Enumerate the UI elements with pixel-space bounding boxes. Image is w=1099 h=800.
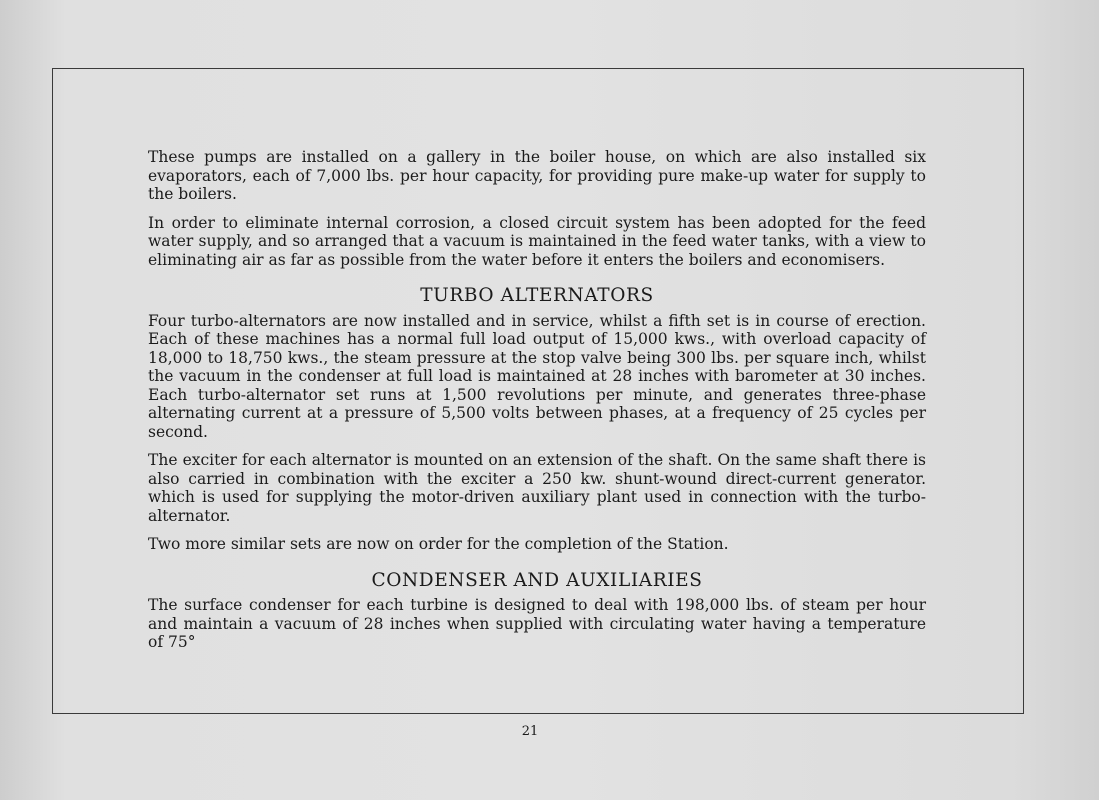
turbo-paragraph-exciter: The exciter for each alternator is mounted on an extension of the shaft. On the same shaft there is also carried in combination with the exciter a 250 kw. shunt-wound direct-current generator. which is used for supplying the motor-driven auxiliary plant used in connection with the turbo-alternator. [148, 451, 926, 525]
intro-paragraph-corrosion: In order to eliminate internal corrosion, a closed circuit system has been adopted for the feed water supply, and so arranged that a vacuum is maintained in the feed water tanks, with a view to eliminating air as far as possible from the water before it enters the boilers and economisers. [148, 213, 926, 269]
page-number: 21 [521, 724, 539, 739]
turbo-paragraph-orders: Two more similar sets are now on order for the completion of the Station. [148, 535, 729, 553]
turbo-paragraph-installation: Four turbo-alternators are now installed and in service, whilst a fifth set is in course of erection. Each of these machines has a normal full load output of 15,000 kws., with overload capacity of 18,000 to 18,750 kws., the steam pressure at the stop valve being 300 lbs. per square inch, whilst the vacuum in the condenser at full load is maintained at 28 inches with barometer at 30 inches. Each turbo-alternator set runs at 1,500 revolutions per minute, and generates three-phase alternating current at a pressure of 5,500 volts between phases, at a frequency of 25 cycles per second. [148, 311, 926, 441]
section-heading-condenser: CONDENSER AND AUXILIARIES [371, 569, 703, 591]
condenser-paragraph: The surface condenser for each turbine is designed to deal with 198,000 lbs. of steam per hour and maintain a vacuum of 28 inches when supplied with circulating water having a temperature of 75° [148, 596, 926, 651]
page-content [148, 148, 926, 662]
section-heading-turbo-alternators: TURBO ALTERNATORS [420, 285, 654, 306]
intro-paragraph-evaporators: These pumps are installed on a gallery in the boiler house, on which are also installed six evaporators, each of 7,000 lbs. per hour capacity, for providing pure make-up water for supply to the boilers. [148, 148, 926, 203]
